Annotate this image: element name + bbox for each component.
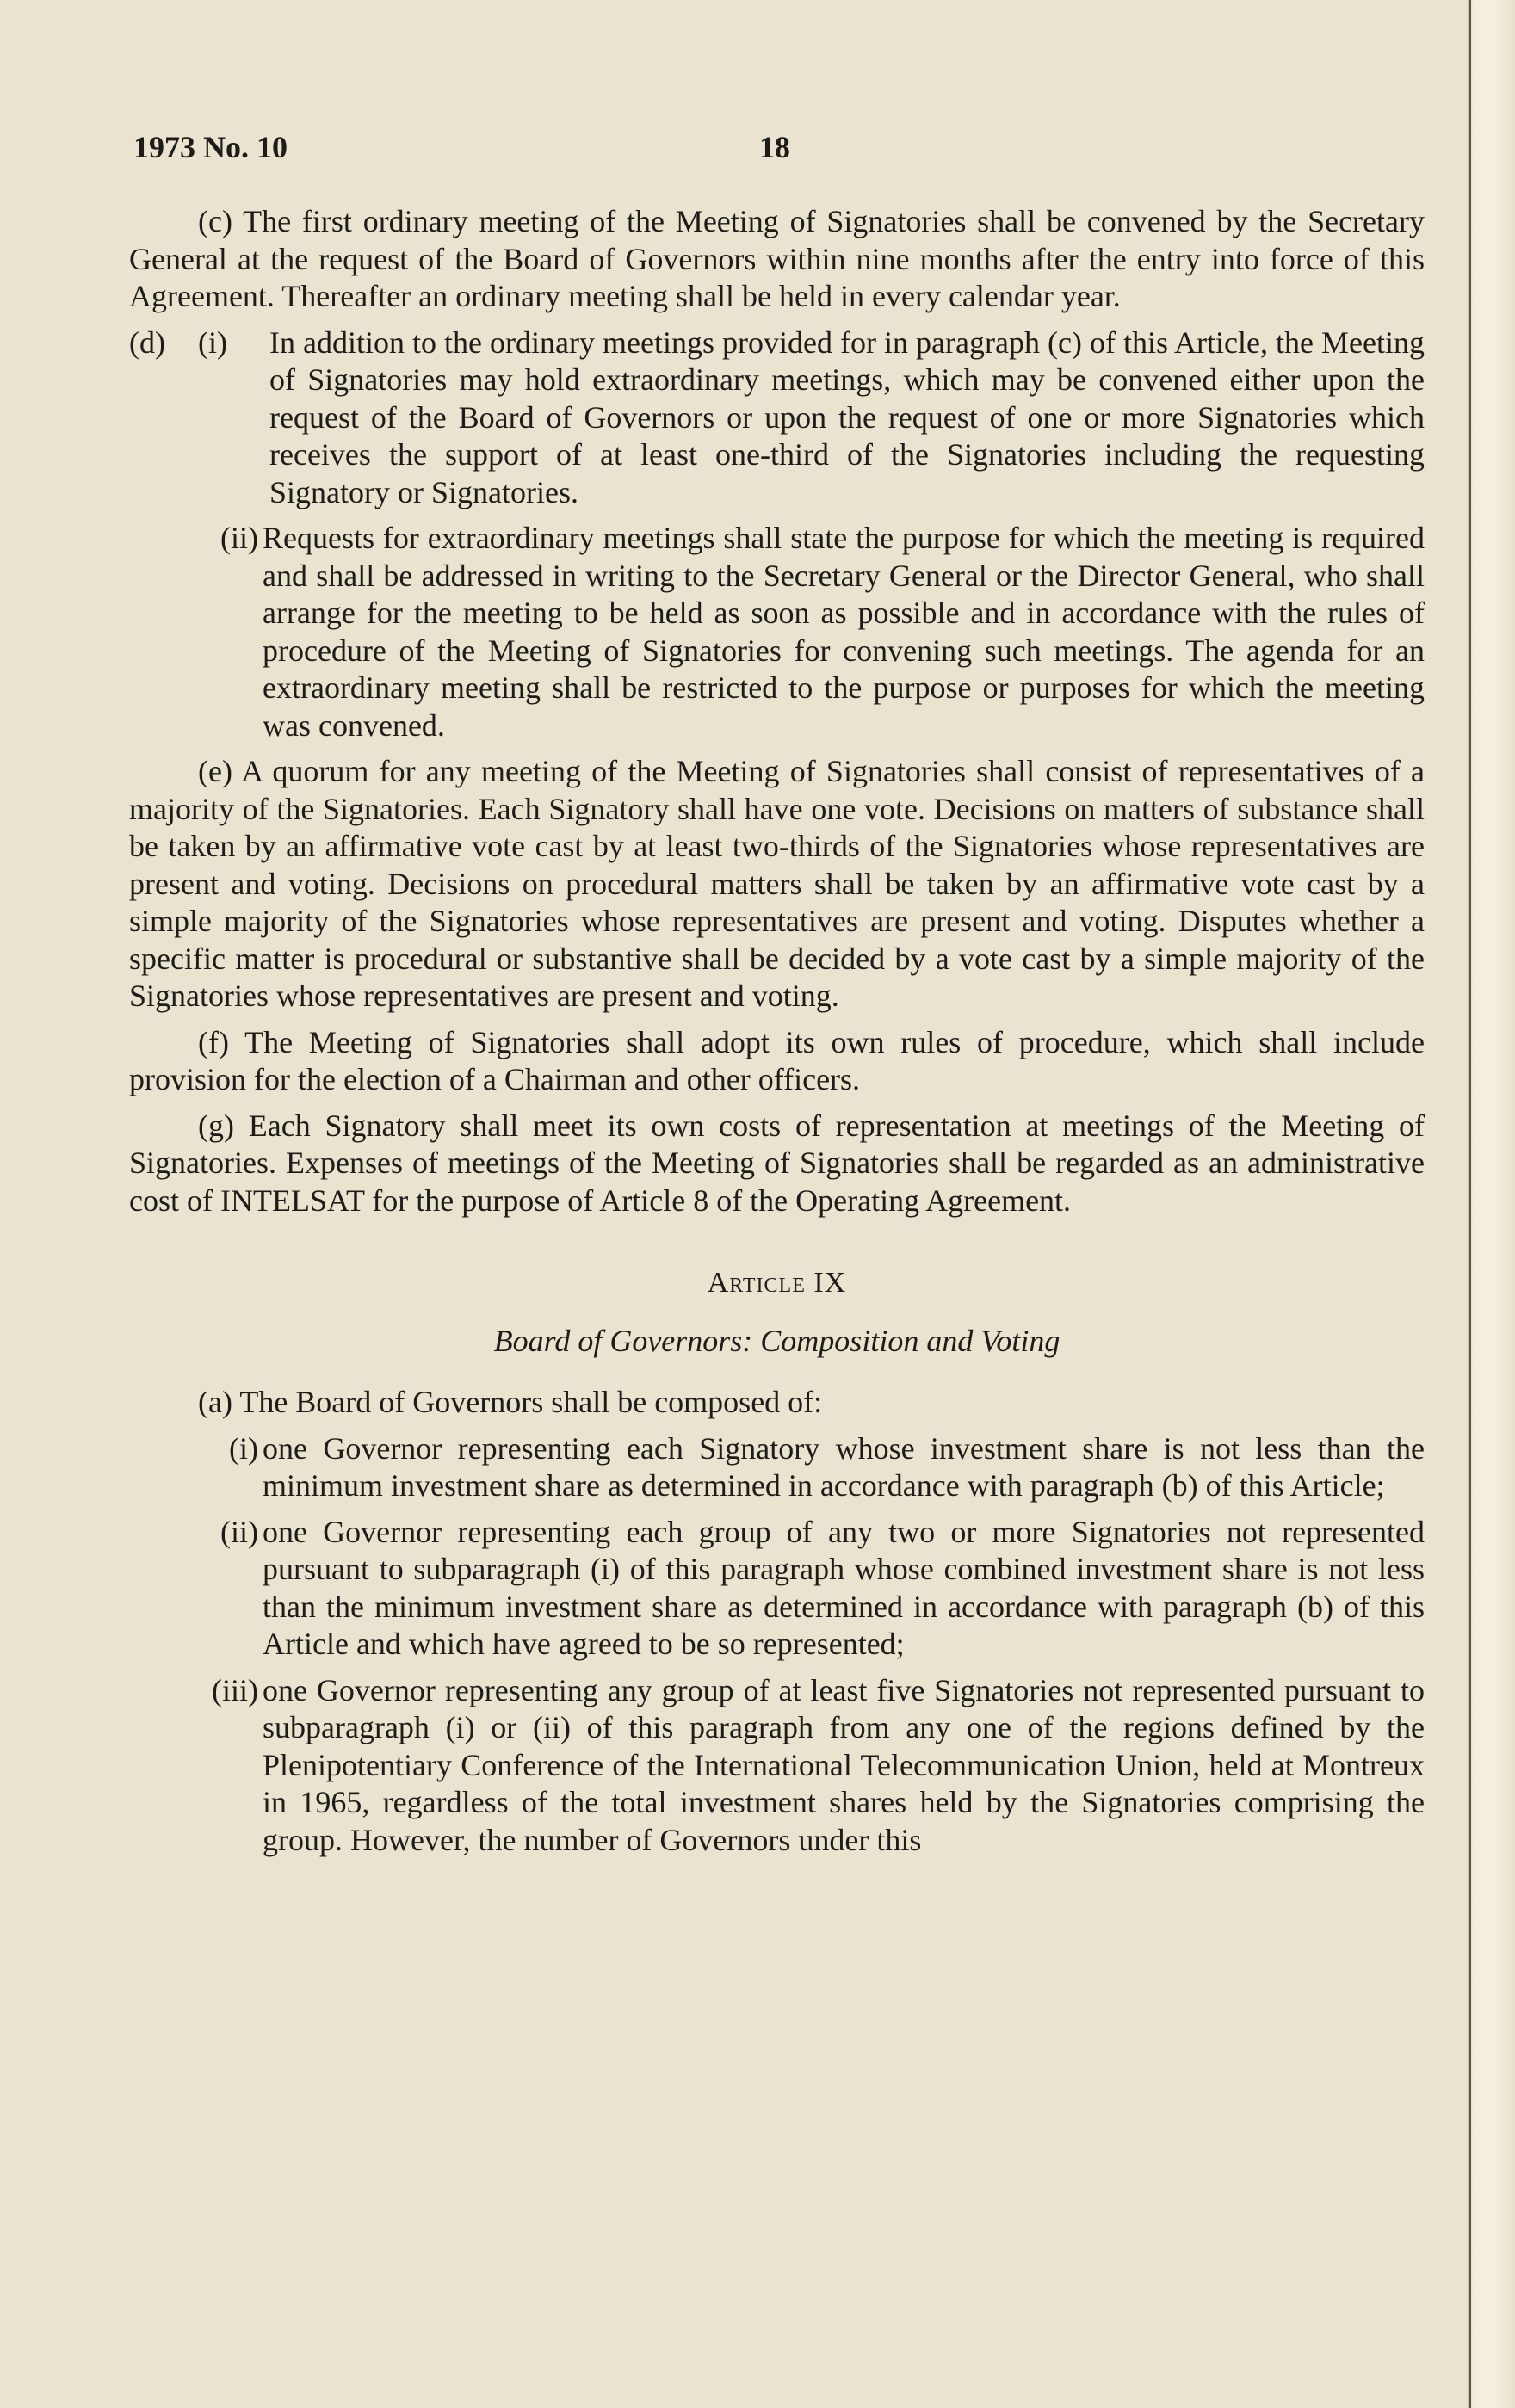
year-number: 1973 No. 10	[133, 130, 288, 164]
page-edge	[1468, 0, 1515, 2408]
paragraph-d-ii-label: (ii)	[220, 521, 258, 555]
article-a-ii	[129, 1514, 1425, 1664]
paragraph-d-i-text: In addition to the ordinary meetings provided for in paragraph (c) of this Article, the Meeting of Signatories may hold extraordinary meetings, which may be convened either upon the request of the Board of Governors or upon the request of one or more Signatories which receives the support of at least one-third of the Signatories including the requesting Signatory or Signatories.	[269, 324, 1425, 509]
article-subtitle: Board of Governors: Composition and Voting	[493, 1323, 1060, 1358]
paragraph-g-label: (g)	[198, 1108, 234, 1143]
paragraph-f-label: (f)	[198, 1024, 229, 1059]
paragraph-c	[129, 203, 1425, 316]
article-a-iii-text: one Governor representing any group of at least five Signatories not represented pursuant to subparagraph (i) or (ii) of this paragraph from any one of the regions defined by the Plenipotentiary Conference of the International Telecommunication Union, held at Montreux in 1965, regardless of the total investment shares held by the Signatories comprising the group. However, the number of Governors under this	[263, 1672, 1425, 1857]
paragraph-d-i	[129, 324, 1425, 512]
article-a-iii	[129, 1672, 1425, 1860]
paragraph-f	[129, 1024, 1425, 1099]
paragraph-f-text: The Meeting of Signatories shall adopt its own rules of procedure, which shall include provision for the election of a Chairman and other officers.	[129, 1024, 1425, 1096]
article-a-i-label: (i)	[229, 1430, 258, 1466]
article-a-i-text: one Governor representing each Signatory whose investment share is not less than the minimum investment share as determined in accordance with paragraph (b) of this Article;	[263, 1430, 1425, 1503]
article-paragraph-a-label: (a)	[198, 1385, 232, 1419]
article-a-ii-label: (ii)	[220, 1514, 258, 1549]
paragraph-c-label: (c)	[198, 204, 232, 238]
article-title: Article IX	[707, 1267, 847, 1299]
document-body	[129, 203, 1425, 1859]
paragraph-g-text: Each Signatory shall meet its own costs of representation at meetings of the Meeting of Signatories. Expenses of meetings of the Meeting of Signatories shall be regarded as an administrative cost of INTELSAT for the purpose of Article 8 of the Operating Agreement.	[129, 1108, 1425, 1218]
page-number: 18	[759, 130, 790, 164]
article-a-i	[129, 1430, 1425, 1505]
article-a-ii-text: one Governor representing each group of any two or more Signatories not represented pursuant to subparagraph (i) of this paragraph whose combined investment share is not less than the minimum investment share as determined in accordance with paragraph (b) of this Article and which have agreed to be so represented;	[263, 1514, 1425, 1661]
paragraph-c-text: The first ordinary meeting of the Meeting of Signatories shall be convened by the Secretary General at the request of the Board of Governors within nine months after the entry into force of this Agreement. Thereafter an ordinary meeting shall be held in every calendar year.	[129, 204, 1425, 313]
article-paragraph-a	[129, 1384, 1425, 1422]
article-paragraph-a-text: The Board of Governors shall be composed of:	[239, 1385, 823, 1419]
paragraph-g	[129, 1108, 1425, 1220]
paragraph-d-i-label: (i)	[198, 324, 227, 360]
paragraph-d-ii	[129, 520, 1425, 744]
paragraph-d-label: (d)	[129, 324, 165, 360]
paragraph-e	[129, 753, 1425, 1016]
paragraph-e-label: (e)	[198, 754, 232, 788]
page-edge-line	[1469, 0, 1471, 2408]
paragraph-d-ii-text: Requests for extraordinary meetings shall state the purpose for which the meeting is required and shall be addressed in writing to the Secretary General or the Director General, who shall arrange for the meeting to be held as soon as possible and in accordance with the rules of procedure of the Meeting of Signatories for convening such meetings. The agenda for an extraordinary meeting shall be restricted to the purpose or purposes for which the meeting was convened.	[263, 521, 1425, 743]
paragraph-e-text: A quorum for any meeting of the Meeting of Signatories shall consist of representatives of a majority of the Signatories. Each Signatory shall have one vote. Decisions on matters of substance shall be taken by an affirmative vote cast by at least two-thirds of the Signatories whose representatives are present and voting. Decisions on procedural matters shall be taken by an affirmative vote cast by a simple majority of the Signatories whose representatives are present and voting. Disputes whether a specific matter is procedural or substantive shall be decided by a vote cast by a simple majority of the Signatories whose representatives are present and voting.	[129, 754, 1425, 1013]
article-a-iii-label: (iii)	[212, 1672, 258, 1707]
